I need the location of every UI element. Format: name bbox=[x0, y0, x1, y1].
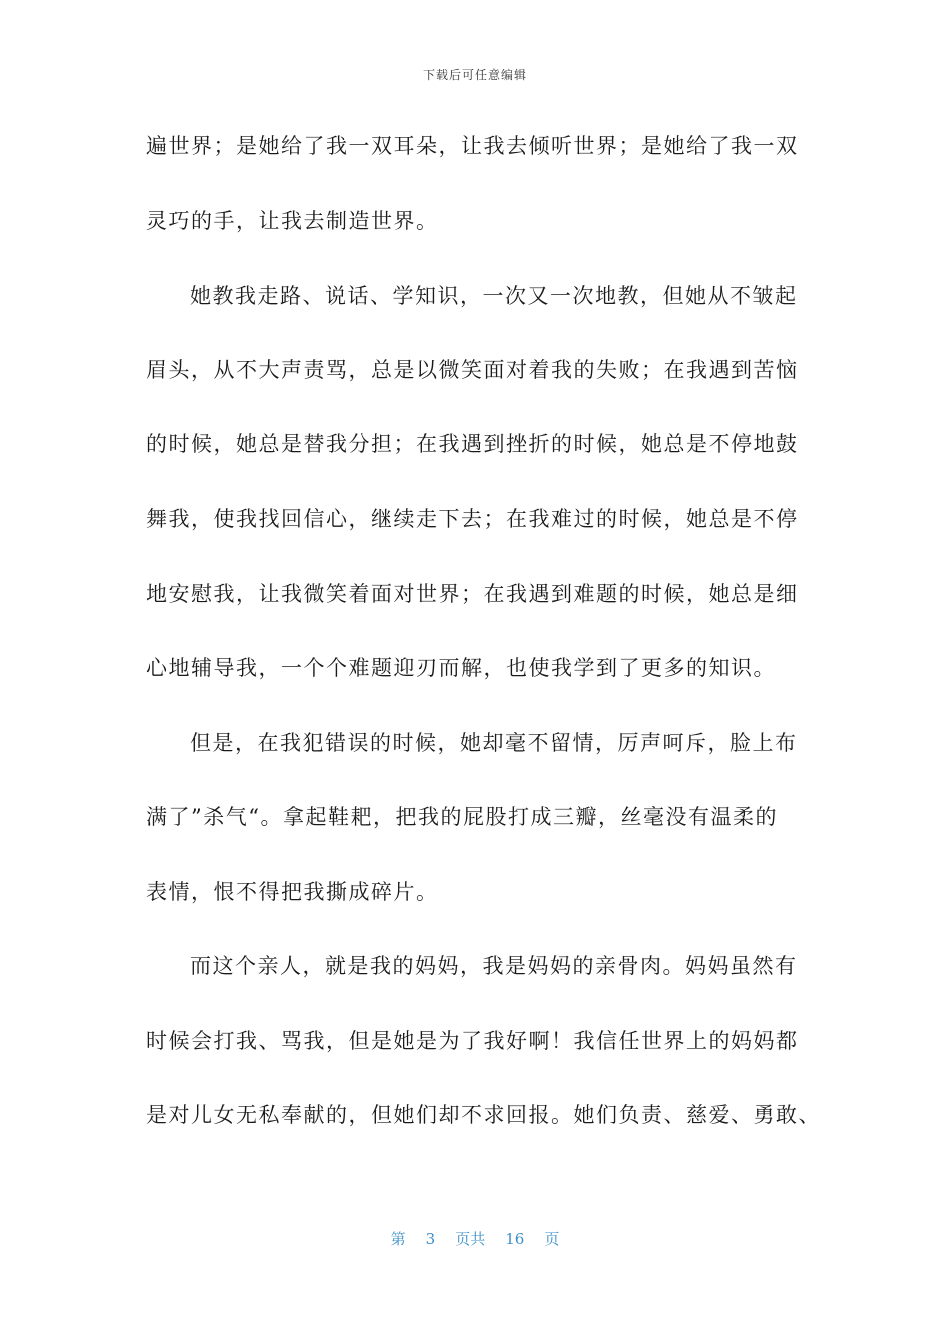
text-line: 的时候，她总是替我分担；在我遇到挫折的时候，她总是不停地鼓 bbox=[146, 432, 799, 456]
text-line: 是对儿女无私奉献的，但她们却不求回报。她们负责、慈爱、勇敢、 bbox=[146, 1103, 821, 1127]
text-line: 她教我走路、说话、学知识，一次又一次地教，但她从不皱起 bbox=[190, 284, 798, 308]
page-label-suffix: 页 bbox=[544, 1230, 560, 1248]
text-line: 舞我，使我找回信心，继续走下去；在我难过的时候，她总是不停 bbox=[146, 507, 799, 531]
page-header: 下载后可任意编辑 bbox=[422, 68, 527, 82]
page-total: 16 bbox=[505, 1230, 525, 1248]
page-label-mid: 页共 bbox=[455, 1230, 486, 1248]
page-label-prefix: 第 bbox=[390, 1230, 406, 1248]
text-line: 地安慰我，让我微笑着面对世界；在我遇到难题的时候，她总是细 bbox=[146, 582, 799, 606]
text-line: 满了”杀气“。拿起鞋耙，把我的屁股打成三瓣，丝毫没有温柔的 bbox=[146, 805, 778, 829]
text-line: 心地辅导我，一个个难题迎刃而解，也使我学到了更多的知识。 bbox=[146, 656, 776, 680]
text-line: 眉头，从不大声责骂，总是以微笑面对着我的失败；在我遇到苦恼 bbox=[146, 358, 799, 382]
text-line: 遍世界；是她给了我一双耳朵，让我去倾听世界；是她给了我一双 bbox=[146, 134, 799, 158]
text-line: 表情，恨不得把我撕成碎片。 bbox=[146, 880, 439, 904]
text-line: 而这个亲人，就是我的妈妈，我是妈妈的亲骨肉。妈妈虽然有 bbox=[190, 954, 798, 978]
text-line: 时候会打我、骂我，但是她是为了我好啊！我信任世界上的妈妈都 bbox=[146, 1029, 799, 1053]
text-line: 但是，在我犯错误的时候，她却毫不留情，厉声呵斥，脸上布 bbox=[190, 731, 798, 755]
page-current: 3 bbox=[425, 1230, 436, 1248]
text-line: 灵巧的手，让我去制造世界。 bbox=[146, 209, 439, 233]
page-footer bbox=[0, 1228, 950, 1249]
